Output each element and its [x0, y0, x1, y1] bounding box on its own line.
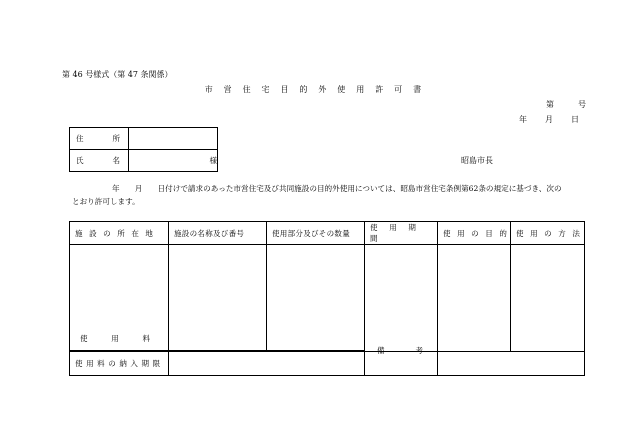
name-label-char-1: 氏 — [76, 156, 84, 165]
issuer-name: 昭島市長 — [461, 156, 493, 165]
document-title: 市 営 住 宅 目 的 外 使 用 許 可 書 — [204, 85, 426, 94]
header-usage-purpose: 使 用 の 目 的 — [438, 222, 511, 245]
remarks-label — [365, 326, 438, 376]
usage-fee-label — [70, 326, 169, 351]
statement-line-1: 年 月 日付けで請求のあった市営住宅及び共同施設の目的外使用については、昭島市営住宅条例第62条の規定に基づき、次の — [112, 184, 562, 193]
address-label-char-2: 所 — [112, 134, 120, 143]
statement-line-2: とおり許可します。 — [72, 197, 140, 206]
date-year-label: 年 — [519, 115, 527, 124]
name-label — [70, 150, 129, 172]
address-row — [70, 128, 218, 150]
usage-fee-value[interactable] — [169, 326, 365, 351]
fee-row — [70, 326, 585, 351]
name-row — [70, 150, 218, 172]
fee-table — [69, 326, 585, 376]
header-usage-part-quantity: 使用部分及びその数量 — [267, 222, 365, 245]
date-month-label: 月 — [545, 115, 553, 124]
header-facility-location: 施 設 の 所 在 地 — [70, 222, 169, 245]
fee-label-char-2: 用 — [111, 333, 119, 343]
payment-deadline-value[interactable] — [169, 351, 365, 376]
header-usage-period: 使 用 期 間 — [365, 222, 438, 245]
remarks-label-char-1: 備 — [377, 346, 385, 355]
honorific: 様 — [209, 156, 217, 165]
fee-label-char-3: 料 — [142, 333, 150, 343]
document-date — [519, 115, 579, 125]
header-usage-method: 使 用 の 方 法 — [511, 222, 585, 245]
document-number — [546, 100, 586, 110]
fee-label-char-1: 使 — [80, 333, 88, 343]
payment-deadline-label: 使 用 料 の 納 入 期 限 — [70, 351, 169, 376]
permission-statement — [72, 182, 587, 208]
address-label-char-1: 住 — [76, 134, 84, 143]
date-day-label: 日 — [571, 115, 579, 124]
header-facility-name-number: 施設の名称及び番号 — [169, 222, 267, 245]
address-label — [70, 128, 129, 150]
remarks-value[interactable] — [438, 326, 585, 376]
name-label-char-2: 名 — [112, 156, 120, 165]
name-value[interactable] — [129, 150, 218, 172]
form-number: 第 46 号様式（第 47 条関係） — [62, 70, 173, 79]
address-value[interactable] — [129, 128, 218, 150]
facility-header-row — [70, 222, 585, 245]
remarks-label-char-2: 考 — [415, 346, 423, 355]
applicant-table — [69, 127, 218, 172]
doc-number-suffix: 号 — [578, 100, 586, 109]
doc-number-prefix: 第 — [546, 100, 554, 109]
